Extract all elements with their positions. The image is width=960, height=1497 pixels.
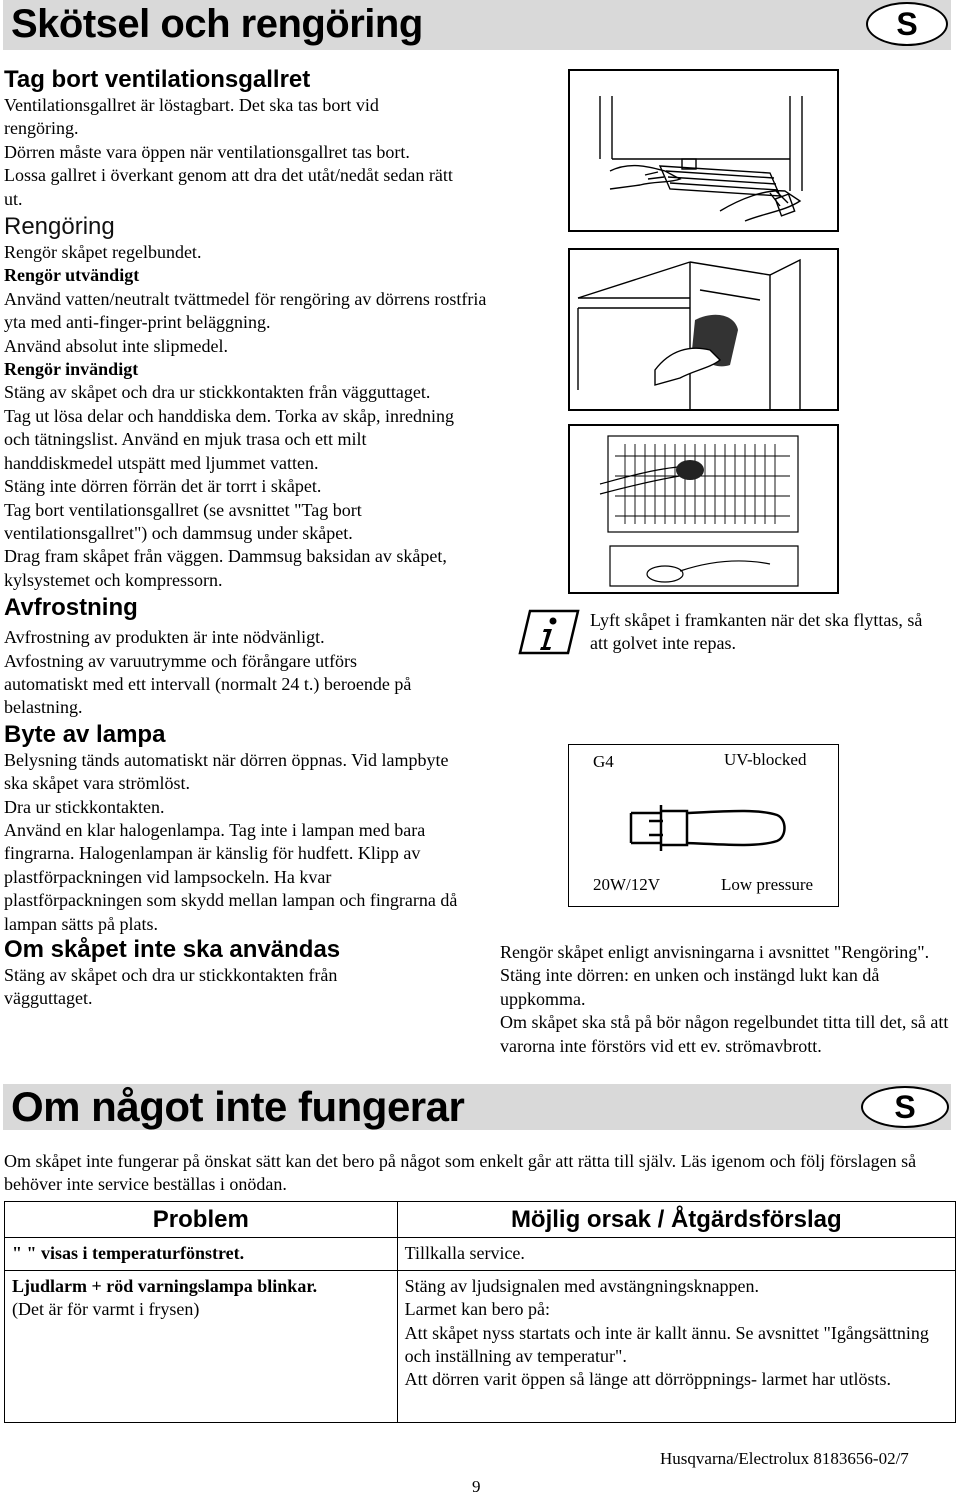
vent-heading: Tag bort ventilationsgallret xyxy=(4,66,311,93)
language-badge: S xyxy=(866,2,948,46)
defrost-paragraph-2: Avfostning av varuutrymme och förångare utförs automatiskt med ett intervall (normalt 24 t.) beroende på belastning. xyxy=(4,650,412,718)
lamp-pressure-label: Low pressure xyxy=(721,875,814,894)
unused-note: Rengör skåpet enligt anvisningarna i avsnittet "Rengöring". Stäng inte dörren: en unken och instängd lukt kan då uppkomma. Om skåpet ska stå på bör någon regelbundet titta till det, så att varorna inte förstörs vid ett ev. strömavbrott. xyxy=(500,942,949,1056)
cause-cell: Tillkalla service. xyxy=(397,1238,955,1270)
troubleshoot-table xyxy=(4,1201,956,1423)
document-id: Husqvarna/Electrolux 8183656-02/7 xyxy=(660,1449,909,1468)
table-row xyxy=(5,1270,956,1422)
clean-inside-paragraph-3: Stäng inte dörren förrän det är torrt i skåpet. xyxy=(4,476,322,497)
clean-outside-heading: Rengör utvändigt xyxy=(4,265,140,286)
table-header-problem: Problem xyxy=(5,1202,398,1238)
page-number: 9 xyxy=(472,1477,481,1496)
lamp-power-label: 20W/12V xyxy=(593,875,661,894)
info-note: Lyft skåpet i framkanten när det ska flyttas, så att golvet inte repas. xyxy=(590,610,923,654)
figure-clean-door xyxy=(568,248,839,411)
clean-inside-paragraph-1: Stäng av skåpet och dra ur stickkontakten från vägguttaget. xyxy=(4,382,431,403)
figure-lamp xyxy=(568,744,839,907)
problem-cell: Ljudlarm + röd varningslampa blinkar. xyxy=(12,1275,318,1296)
table-row xyxy=(5,1238,956,1270)
clean-inside-paragraph-5: Drag fram skåpet från väggen. Dammsug baksidan av skåpet, kylsystemet och kompressorn. xyxy=(4,546,447,590)
table-header-cause: Möjlig orsak / Åtgärdsförslag xyxy=(397,1202,955,1238)
problem-cell: " " visas i temperaturfönstret. xyxy=(12,1243,245,1264)
clean-inside-paragraph-2: Tag ut lösa delar och handdiska dem. Torka av skåp, inredning och tätningslist. Använd en mjuk trasa och ett milt handdiskmedel utspätt med ljummet vatten. xyxy=(4,405,455,473)
section-header-care xyxy=(3,0,951,50)
table-header-row xyxy=(5,1202,956,1238)
door-cleaning-illustration xyxy=(570,250,837,409)
figure-remove-grille xyxy=(568,69,839,232)
cause-cell: Stäng av ljudsignalen med avstängningsknappen. Larmet kan bero på: Att skåpet nyss startats och inte är kallt ännu. Se avsnittet "Igångsättning och inställning av temperatur". Att dörren varit öppen så länge att dörröppnings- larmet har utlösts. xyxy=(397,1270,955,1422)
grille-illustration xyxy=(570,71,837,230)
vacuum-illustration xyxy=(570,426,837,592)
cleaning-heading: Rengöring xyxy=(4,213,115,241)
section-header-troubleshoot xyxy=(3,1084,951,1130)
lamp-uv-label: UV-blocked xyxy=(724,750,807,769)
clean-inside-heading: Rengör invändigt xyxy=(4,359,139,380)
lamp-type-label: G4 xyxy=(593,752,614,771)
clean-outside-paragraph-1: Använd vatten/neutralt tvättmedel för rengöring av dörrens rostfria yta med anti-finger-print beläggning. xyxy=(4,288,487,333)
unused-paragraph: Stäng av skåpet och dra ur stickkontakten från vägguttaget. xyxy=(4,965,338,1009)
vent-paragraph-1: Ventilationsgallret är löstagbart. Det ska tas bort vid rengöring. xyxy=(4,95,379,139)
language-badge-2: S xyxy=(861,1086,949,1128)
left-column xyxy=(4,66,494,1011)
unused-heading: Om skåpet inte ska användas xyxy=(4,936,341,963)
figure-vacuum xyxy=(568,424,839,594)
defrost-paragraph-1: Avfrostning av produkten är inte nödvänligt. xyxy=(4,627,325,648)
troubleshoot-title: Om något inte fungerar xyxy=(11,1083,465,1130)
lamp-heading: Byte av lampa xyxy=(4,720,166,748)
troubleshoot-intro: Om skåpet inte fungerar på önskat sätt kan det bero på något som enkelt går att rätta till själv. Läs igenom och följ förslagen så behöver inte service beställas i onödan. xyxy=(4,1151,917,1195)
page-title: Skötsel och rengöring xyxy=(11,2,423,46)
lamp-illustration xyxy=(569,785,836,875)
problem-note: (Det är för varmt i frysen) xyxy=(12,1299,200,1320)
defrost-heading: Avfrostning xyxy=(4,594,138,622)
cleaning-paragraph: Rengör skåpet regelbundet. xyxy=(4,242,202,263)
lamp-paragraph-2: Dra ur stickkontakten. xyxy=(4,796,165,817)
vent-paragraph-2: Dörren måste vara öppen när ventilationsgallret tas bort. Lossa gallret i överkant genom att dra det utåt/nedåt sedan rätt ut. xyxy=(4,141,453,209)
lamp-paragraph-3: Använd en klar halogenlampa. Tag inte i lampan med bara fingrarna. Halogenlampan är känslig för hudfett. Klipp av plastförpackningen vid lampsockeln. Ha kvar plastförpackningen som skydd mellan lampan och fingrarna då lampan sätts på plats. xyxy=(4,819,458,934)
clean-inside-paragraph-4: Tag bort ventilationsgallret (se avsnittet "Tag bort ventilationsgallret") och dammsug under skåpet. xyxy=(4,499,362,543)
clean-outside-paragraph-2: Använd absolut inte slipmedel. xyxy=(4,335,228,356)
info-icon xyxy=(518,609,580,660)
lamp-paragraph-1: Belysning tänds automatiskt när dörren öppnas. Vid lampbyte ska skåpet vara strömlöst. xyxy=(4,749,449,794)
